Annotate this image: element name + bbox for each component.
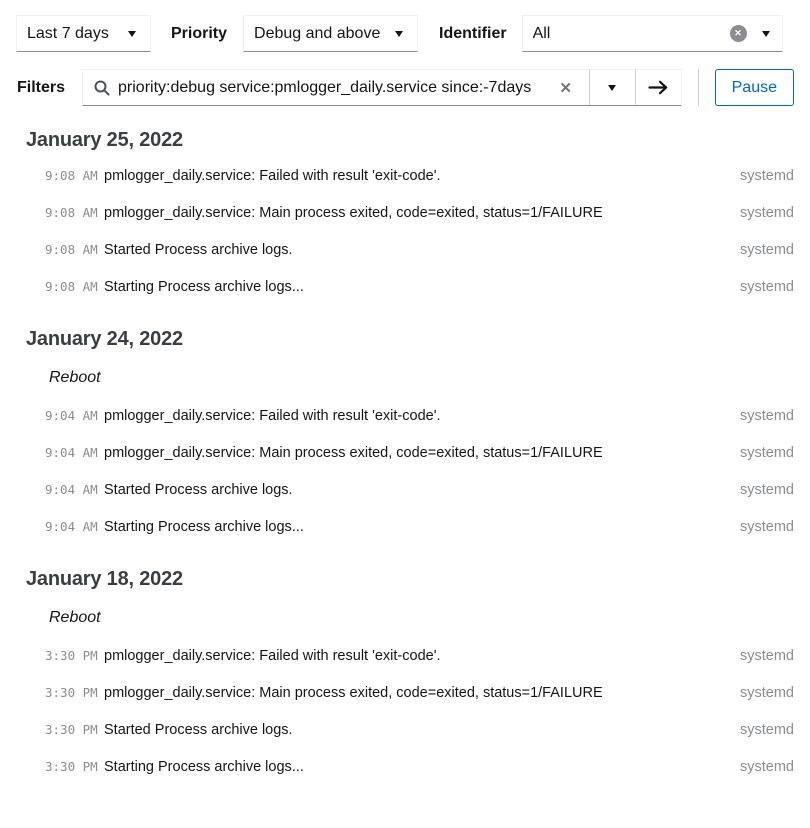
log-entry-row[interactable] [16, 397, 794, 434]
entry-identifier: systemd [740, 444, 794, 461]
caret-down-icon [608, 85, 616, 91]
entry-time: 3:30 PM [45, 685, 98, 700]
log-day-section [16, 127, 794, 305]
identifier-value: All [532, 24, 551, 42]
entry-identifier: systemd [740, 407, 794, 424]
app [0, 15, 810, 828]
entry-message: Starting Process archive logs... [104, 758, 304, 775]
search-options-dropdown-button[interactable] [589, 70, 635, 105]
entry-identifier: systemd [740, 241, 794, 258]
entry-message: pmlogger_daily.service: Main process exited, code=exited, status=1/FAILURE [104, 204, 603, 221]
clear-search-button[interactable]: ✕ [543, 70, 589, 105]
caret-down-icon [395, 31, 403, 37]
section-rows [16, 157, 794, 305]
identifier-select[interactable] [522, 15, 783, 52]
filter-toolbar-row2 [16, 69, 794, 106]
entry-message: pmlogger_daily.service: Main process exited, code=exited, status=1/FAILURE [104, 444, 603, 461]
log-entry-row[interactable] [16, 268, 794, 305]
search-input[interactable] [118, 71, 543, 104]
caret-down-icon [128, 31, 136, 37]
entry-time: 9:04 AM [45, 519, 98, 534]
entry-message: Starting Process archive logs... [104, 518, 304, 535]
entry-message: Starting Process archive logs... [104, 278, 304, 295]
entry-message: pmlogger_daily.service: Main process exited, code=exited, status=1/FAILURE [104, 684, 603, 701]
time-range-select[interactable] [16, 15, 151, 52]
filters-label: Filters [17, 78, 66, 96]
log-entry-row[interactable] [16, 434, 794, 471]
entry-time: 9:04 AM [45, 408, 98, 423]
log-entry-row[interactable] [16, 231, 794, 268]
caret-down-icon [762, 31, 770, 37]
toolbar-divider [698, 69, 699, 106]
clear-identifier-icon[interactable]: ✕ [730, 25, 747, 42]
entry-message: Started Process archive logs. [104, 481, 293, 498]
entry-time: 9:08 AM [45, 242, 98, 257]
time-range-value: Last 7 days [27, 24, 109, 42]
log-entry-row[interactable] [16, 471, 794, 508]
entry-time: 9:04 AM [45, 445, 98, 460]
log-entry-row[interactable] [16, 711, 794, 748]
log-list [0, 127, 810, 785]
entry-identifier: systemd [740, 518, 794, 535]
priority-value: Debug and above [254, 24, 381, 42]
filter-toolbar-row1 [16, 15, 794, 52]
entry-message: pmlogger_daily.service: Failed with result 'exit-code'. [104, 407, 441, 424]
log-entry-row[interactable] [16, 637, 794, 674]
log-day-section [16, 326, 794, 545]
entry-identifier: systemd [740, 758, 794, 775]
entry-time: 3:30 PM [45, 722, 98, 737]
entry-identifier: systemd [740, 481, 794, 498]
entry-time: 3:30 PM [45, 648, 98, 663]
entry-time: 3:30 PM [45, 759, 98, 774]
date-heading: January 18, 2022 [26, 568, 183, 590]
arrow-right-icon [648, 80, 669, 95]
search-submit-button[interactable] [635, 70, 681, 105]
entry-identifier: systemd [740, 647, 794, 664]
entry-identifier: systemd [740, 167, 794, 184]
entry-message: pmlogger_daily.service: Failed with result 'exit-code'. [104, 167, 441, 184]
entry-identifier: systemd [740, 278, 794, 295]
log-day-section [16, 566, 794, 785]
date-heading: January 24, 2022 [26, 328, 183, 350]
section-rows [16, 637, 794, 785]
entry-identifier: systemd [740, 721, 794, 738]
entry-time: 9:08 AM [45, 168, 98, 183]
entry-time: 9:08 AM [45, 205, 98, 220]
journal-search-group [82, 69, 682, 106]
priority-label: Priority [171, 24, 228, 42]
entry-time: 9:04 AM [45, 482, 98, 497]
entry-identifier: systemd [740, 204, 794, 221]
entry-identifier: systemd [740, 684, 794, 701]
reboot-label: Reboot [49, 369, 101, 386]
date-heading: January 25, 2022 [26, 129, 183, 151]
entry-message: pmlogger_daily.service: Failed with result 'exit-code'. [104, 647, 441, 664]
entry-message: Started Process archive logs. [104, 721, 293, 738]
log-entry-row[interactable] [16, 508, 794, 545]
log-entry-row[interactable] [16, 194, 794, 231]
entry-message: Started Process archive logs. [104, 241, 293, 258]
reboot-label: Reboot [49, 609, 101, 626]
priority-select[interactable] [243, 15, 418, 52]
entry-time: 9:08 AM [45, 279, 98, 294]
pause-button[interactable]: Pause [715, 69, 794, 106]
log-entry-row[interactable] [16, 157, 794, 194]
log-entry-row[interactable] [16, 748, 794, 785]
search-icon [94, 80, 110, 96]
section-rows [16, 397, 794, 545]
identifier-label: Identifier [439, 24, 507, 42]
log-entry-row[interactable] [16, 674, 794, 711]
